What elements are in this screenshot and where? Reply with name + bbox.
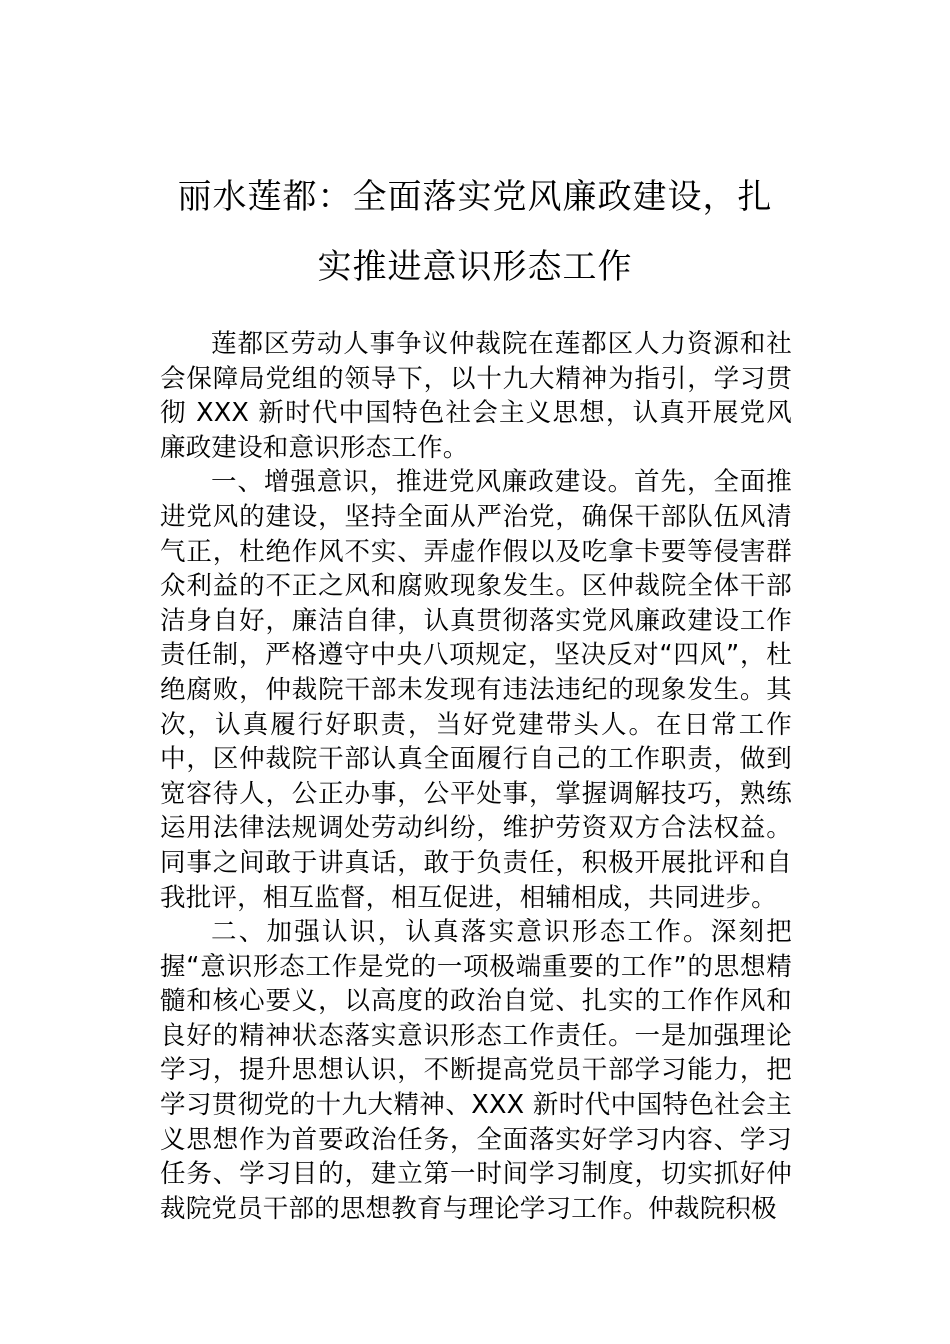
paragraph-section-2: 二、加强认识，认真落实意识形态工作。深刻把握“意识形态工作是党的一项极端重要的工作”的思想精髓和核心要义，以高度的政治自觉、扎实的工作作风和良好的精神状态落实意识形态工作责任。一是加强理论学习，提升思想认识，不断提高党员干部学习能力，把学习贯彻党的十九大精神、XXX 新时代中国特色社会主义思想作为首要政治任务，全面落实好学习内容、学习任务、学习目的，建立第一时间学习制度，切实抓好仲裁院党员干部的思想教育与理论学习工作。仲裁院积极: [160, 917, 792, 1224]
document-body: [160, 327, 792, 1226]
document-title: [150, 162, 800, 302]
paragraph-intro: 莲都区劳动人事争议仲裁院在莲都区人力资源和社会保障局党组的领导下，以十九大精神为指引，学习贯彻 XXX 新时代中国特色社会主义思想，认真开展党风廉政建设和意识形态工作。: [160, 329, 792, 463]
title-line-2: 实推进意识形态工作: [317, 247, 633, 287]
paragraph-section-1: 一、增强意识，推进党风廉政建设。首先，全面推进党风的建设，坚持全面从严治党，确保干部队伍风清气正，杜绝作风不实、弄虚作假以及吃拿卡要等侵害群众利益的不正之风和腐败现象发生。区仲裁院全体干部洁身自好，廉洁自律，认真贯彻落实党风廉政建设工作责任制，严格遵守中央八项规定，坚决反对“四风”，杜绝腐败，仲裁院干部未发现有违法违纪的现象发生。其次，认真履行好职责，当好党建带头人。在日常工作中，区仲裁院干部认真全面履行自己的工作职责，做到宽容待人，公正办事，公平处事，掌握调解技巧，熟练运用法律法规调处劳动纠纷，维护劳资双方合法权益。同事之间敢于讲真话，敢于负责任，积极开展批评和自我批评，相互监督，相互促进，相辅相成，共同进步。: [160, 467, 792, 913]
title-line-1: 丽水莲都：全面落实党风廉政建设，扎: [177, 177, 773, 217]
